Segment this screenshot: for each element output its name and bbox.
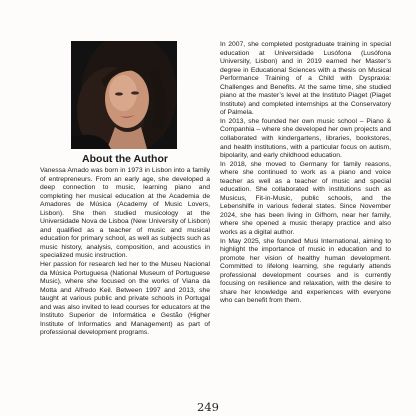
bio-paragraph: Vanessa Amado was born in 1973 in Lisbon into a family of entrepreneurs. From an early age, she developed a deep connection to music, learning piano and completing her musical education at the Academia de Amadores de Música (Academy of Music Lovers, Lisbon). She then studied musicology at the Universidade Nova de Lisboa (New University of Lisbon) and qualified as a teacher of music and musical education for primary school, as well as subjects such as music history, analysis, composition, and acoustics in specialized music instruction. [40, 167, 210, 260]
bio-paragraph: In 2013, she founded her own music school – Piano & Companhia – where she developed her own projects and collaborated with kindergartens, libraries, bookstores, and health institutions, with a particular focus on autism, bipolarity, and early childhood education. [220, 117, 391, 160]
bio-paragraph: In 2007, she completed postgraduate training in special education at Universidade Lusófona (Lusófona University, Lisbon) and in 2019 earned her Master’s degree in Educational Sciences with a thesis on Musical Performance Training of a Child with Dyspraxia: Challenges and Benefits. At the same time, she studied piano at the master’s level at the Instituto Piaget (Piaget Institute) and completed internships at the Conservatory of Palmela. [220, 41, 391, 117]
author-photo [71, 41, 177, 149]
about-author-heading: About the Author [82, 153, 168, 165]
author-portrait-image [71, 41, 177, 149]
page-number: 249 [197, 400, 219, 414]
bio-paragraph: In May 2025, she founded Musi International, aiming to highlight the importance of music in education and to promote her vision of healthy human development. Committed to lifelong learning, she regularly attends professional development courses and is currently focusing on resilience and relaxation, with the desire to share her knowledge and experiences with everyone who can benefit from them. [220, 237, 391, 305]
bio-paragraph: Her passion for research led her to the Museu Nacional da Música Portuguesa (National Museum of Portuguese Music), where she focused on the works of Viana da Motta and Alfredo Keil. Between 1997 and 2013, she taught at various public and private schools in Portugal and was also invited to lead courses for educators at the Instituto Superior de Informática e Gestão (Higher Institute of Informatics and Management) as part of professional development programs. [40, 261, 210, 337]
left-column-text [40, 167, 210, 338]
right-column-text [220, 41, 391, 306]
bio-paragraph: In 2018, she moved to Germany for family reasons, where she continued to work as a piano and voice teacher as well as a teacher of music and special education. She collaborated with institutions such as Musicus, Fit-in-Music, public schools, and the Lebenshilfe in various federal states. Since November 2024, she has been living in Gifhorn, near her family, where she opened a music therapy practice and also works as a digital author. [220, 160, 391, 237]
